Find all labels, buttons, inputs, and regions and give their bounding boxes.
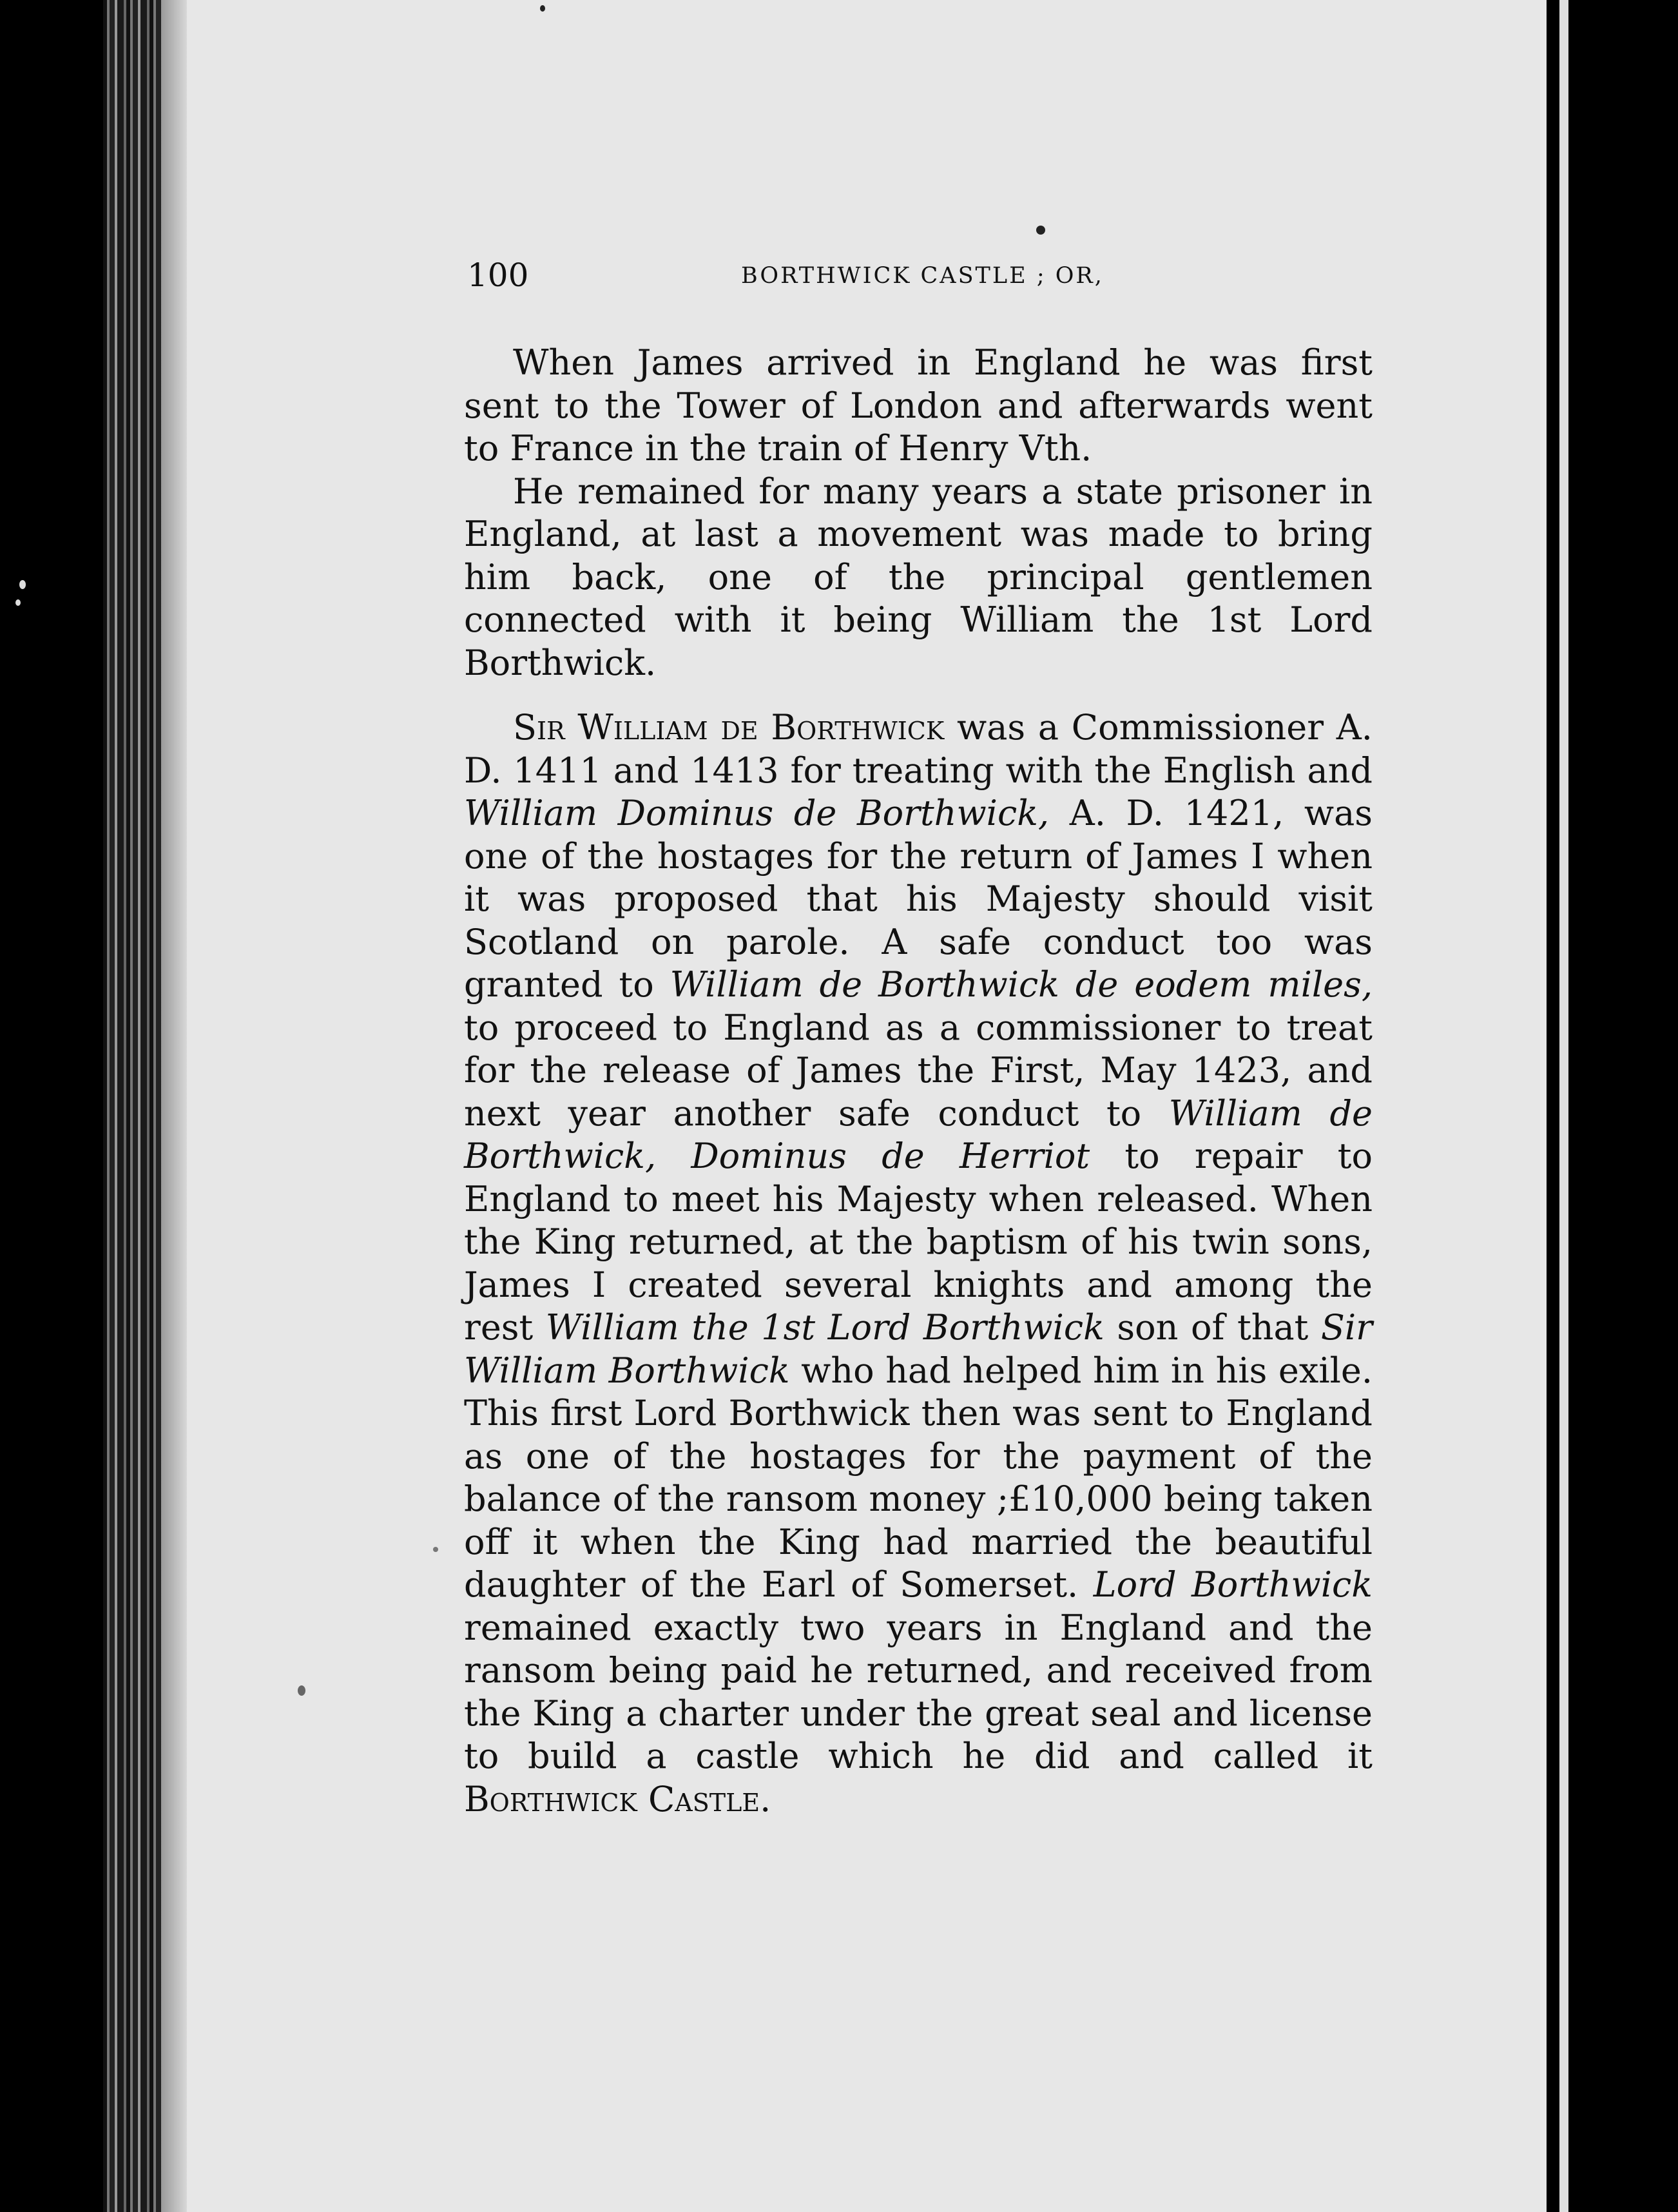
text-run: Borthwick Castle.: [464, 1778, 771, 1819]
speck: [433, 1547, 438, 1552]
text-run: to repair to England to meet his Majesty when released. When the King returned, at the baptism of his twin sons, James I created several knights and among the rest: [464, 1136, 1373, 1348]
speck: [1036, 226, 1045, 235]
running-head: BORTHWICK CASTLE ; OR,: [741, 263, 1104, 289]
text-run: who had helped him in his exile. This first Lord Borthwick then was sent to England as one of the hostages for the payment of the balance of the ransom money ;£10,000 being taken off it when the King had married the beautiful daughter of the Earl of Somerset.: [464, 1350, 1373, 1605]
text-run: When James arrived in England he was first sent to the Tower of London and afterwards went to France in the train of Henry Vth.: [464, 342, 1373, 469]
text-run: Sir William de Borthwick: [513, 707, 945, 748]
text-run: to proceed to England as a commissioner to treat for the release of James the First, May 1423, and next year another safe conduct to: [464, 1007, 1373, 1134]
speck: [15, 599, 21, 606]
paragraph: [464, 706, 1373, 1821]
text-run: son of that: [1104, 1307, 1321, 1348]
page-header: [467, 257, 1369, 302]
text-run: William de Borthwick de eodem miles,: [670, 964, 1373, 1005]
text-run: Lord Borthwick: [1093, 1564, 1373, 1605]
text-run: William de Borthwick, Dominus de Herriot: [464, 1092, 1373, 1176]
text-run: William the 1st Lord Borthwick: [545, 1307, 1104, 1348]
text-run: A. D. 1421, was one of the hostages for the return of James I when it was proposed that his Majesty should visit Scotland on parole. A safe conduct too was granted to: [464, 793, 1373, 1005]
text-run: remained exactly two years in England and the ransom being paid he returned, and received from the King a charter under the great seal and license to build a castle which he did and called it: [464, 1607, 1373, 1776]
text-run: was a Commissioner A. D. 1411 and 1413 for treating with the English and: [464, 707, 1373, 791]
speck: [540, 5, 545, 12]
text-run: He remained for many years a state prisoner in England, at last a movement was made to bring him back, one of the principal gentlemen connected with it being William the 1st Lord Borthwick.: [464, 471, 1373, 683]
speck: [298, 1685, 305, 1696]
paragraph: [464, 342, 1373, 471]
paragraph: [464, 471, 1373, 685]
page-number: 100: [467, 257, 529, 294]
book-binding-edge: [103, 0, 161, 2212]
right-page-edge: [1559, 0, 1568, 2212]
speck: [19, 580, 26, 589]
page-shadow: [161, 0, 187, 2212]
text-run: Sir William Borthwick: [464, 1307, 1373, 1391]
text-run: William Dominus de Borthwick,: [464, 793, 1050, 833]
body-text: [464, 342, 1373, 1821]
